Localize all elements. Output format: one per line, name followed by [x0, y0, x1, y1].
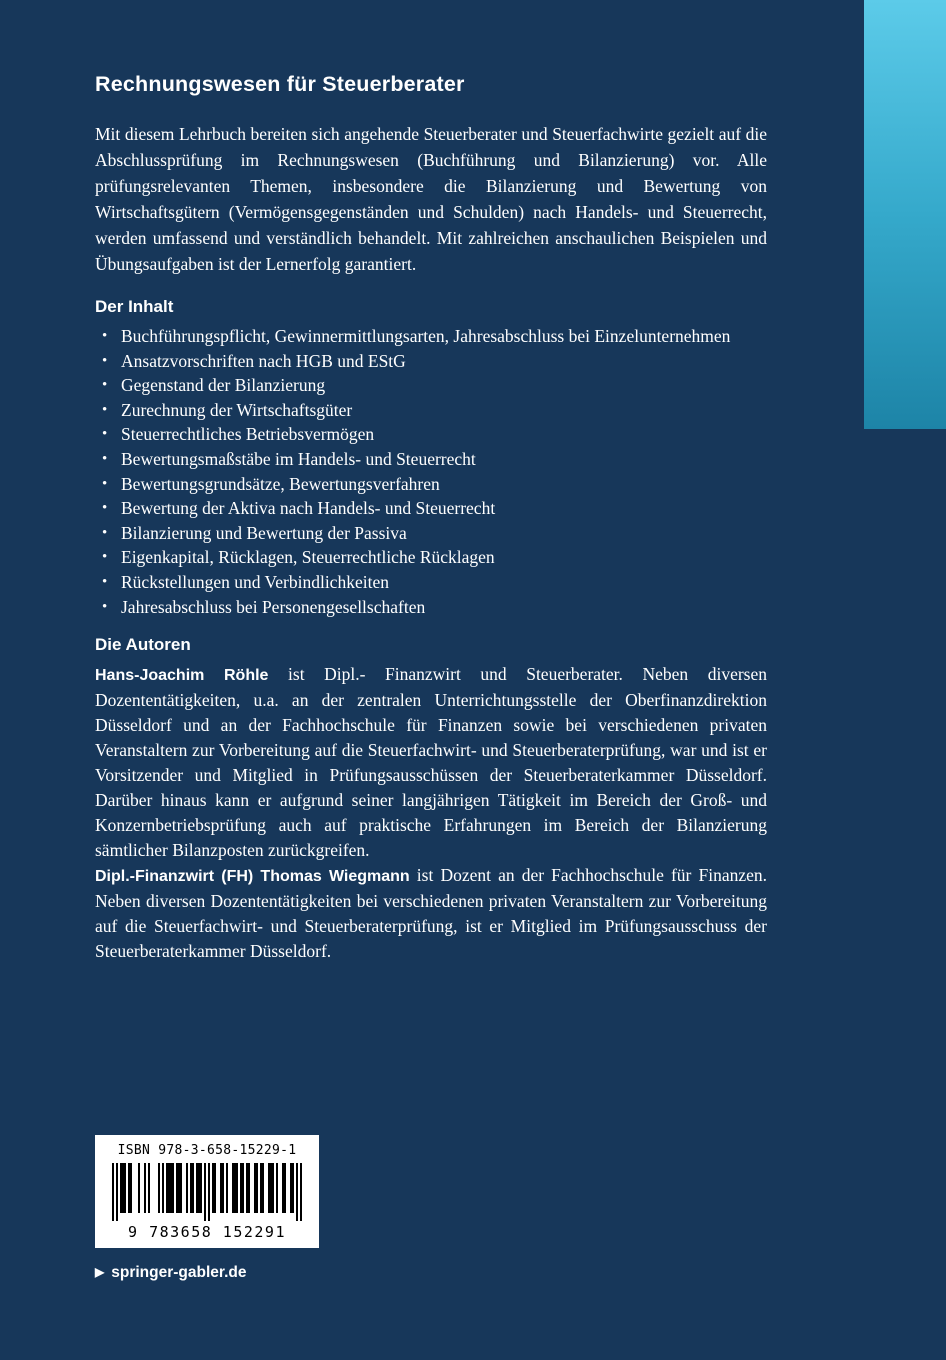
- author-name-roehle: Hans-Joachim Röhle: [95, 667, 269, 685]
- isbn-label: ISBN 978-3-658-15229-1: [117, 1143, 297, 1158]
- inhalt-item: • Bewertungsgrundsätze, Bewertungsverfahren: [102, 472, 767, 497]
- accent-rectangle: [864, 0, 946, 429]
- book-title: Rechnungswesen für Steuerberater: [95, 72, 465, 96]
- inhalt-item: • Rückstellungen und Verbindlichkeiten: [102, 570, 767, 595]
- intro-text: Mit diesem Lehrbuch bereiten sich angehende Steuerberater und Steuerfachwirte gezielt auf die Abschlussprüfung im Rechnungswesen (Buchführung und Bilanzierung) vor. Alle prüfungsrelevanten Themen, insbesondere die Bilanzierung und Bewertung von Wirtschaftsgütern (Vermögensgegenständen und Schulden) nach Handels- und Steuerrecht, werden umfassend und verständlich behandelt. Mit zahlreichen anschaulichen Beispielen und Übungsaufgaben ist der Lernerfolg garantiert.: [95, 124, 767, 274]
- inhalt-item: • Bilanzierung und Bewertung der Passiva: [102, 521, 767, 546]
- isbn-box: [95, 1135, 319, 1248]
- ean-digits: 9 783658 152291: [128, 1223, 286, 1241]
- cover-content: [95, 72, 767, 964]
- inhalt-item: • Zurechnung der Wirtschaftsgüter: [102, 398, 767, 423]
- author-bio-wiegmann: [95, 863, 767, 964]
- inhalt-item: • Eigenkapital, Rücklagen, Steuerrechtliche Rücklagen: [102, 545, 767, 570]
- author-text-wiegmann: ist Dozent an der Fachhochschule für Finanzen. Neben diversen Dozententätigkeiten bei verschiedenen privaten Veranstaltern zur Vorbereitung auf die Steuerfachwirt- und Steuerberaterprüfung, ist er Mitglied im Prüfungsausschuss der Steuerberaterkammer Düsseldorf.: [95, 865, 768, 962]
- site-url: springer-gabler.de: [111, 1264, 247, 1281]
- springer-arrow-icon: ▶: [95, 1265, 105, 1279]
- author-text-roehle: ist Dipl.- Finanzwirt und Steuerberater. Neben diversen Dozententätigkeiten, u.a. an der zentralen Unterrichtungsstelle der Oberfinanzdirektion Düsseldorf und an der Fachhochschule für Finanzen sowie bei verschiedenen privaten Veranstaltern zur Vorbereitung auf die Steuerfachwirt- und Steuerberaterprüfung, war und ist er Vorsitzender und Mitglied in Prüfungsausschüssen der Steuerberaterkammer Düsseldorf. Darüber hinaus kann er aufgrund seiner langjährigen Tätigkeit im Bereich der Groß- und Konzernbetriebsprüfung auch auf praktische Erfahrungen im Bereich der Bilanzierung sämtlicher Bilanzposten zurückgreifen.: [95, 664, 767, 861]
- ean13-barcode-icon: [112, 1163, 302, 1221]
- publisher-site: [95, 1264, 246, 1282]
- author-bio-roehle: [95, 662, 767, 863]
- autoren-heading: Die Autoren: [95, 635, 191, 655]
- inhalt-item: • Jahresabschluss bei Personengesellschaften: [102, 595, 767, 620]
- author-name-wiegmann: Dipl.-Finanzwirt (FH) Thomas Wiegmann: [95, 868, 410, 886]
- inhalt-item: • Bewertung der Aktiva nach Handels- und Steuerrecht: [102, 496, 767, 521]
- inhalt-item: • Steuerrechtliches Betriebsvermögen: [102, 422, 767, 447]
- inhalt-list: [95, 324, 767, 619]
- inhalt-item: • Bewertungsmaßstäbe im Handels- und Steuerrecht: [102, 447, 767, 472]
- inhalt-item: • Ansatzvorschriften nach HGB und EStG: [102, 349, 767, 374]
- inhalt-heading: Der Inhalt: [95, 297, 174, 316]
- inhalt-item: • Gegenstand der Bilanzierung: [102, 373, 767, 398]
- inhalt-item: • Buchführungspflicht, Gewinnermittlungsarten, Jahresabschluss bei Einzelunternehmen: [102, 324, 767, 349]
